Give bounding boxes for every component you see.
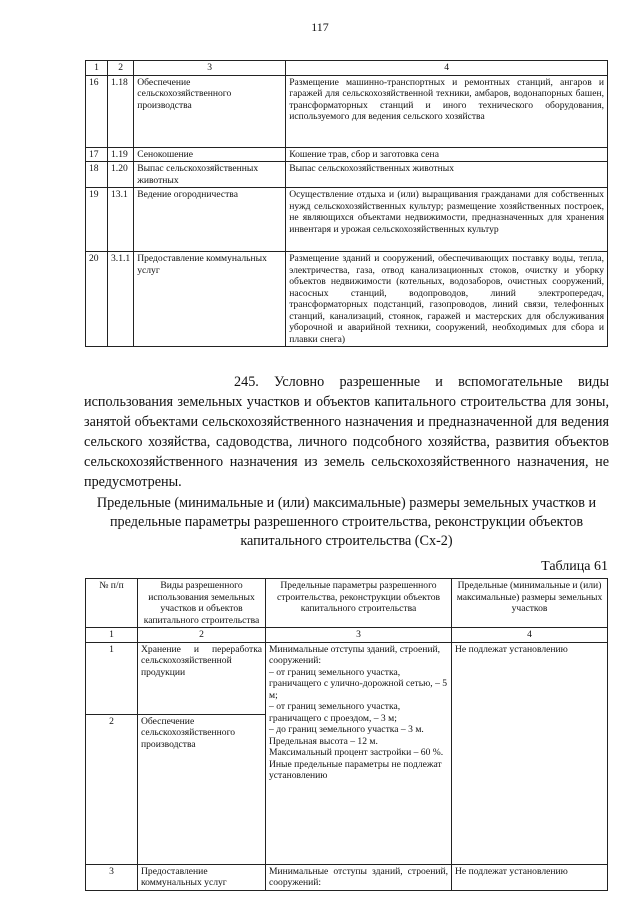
column-number: 1 <box>86 628 138 643</box>
param-line: – от границ земельного участка, граничащего с улично-дорожной сетью, – 5 м; <box>269 666 448 701</box>
row-name: Предоставление коммунальных услуг <box>134 252 286 347</box>
table-header-row <box>86 579 608 628</box>
param-line: Предельная высота – 12 м. <box>269 735 378 747</box>
table-row <box>86 162 608 188</box>
row-parameters: Минимальные отступы зданий, строений, сооружений: <box>266 864 452 890</box>
parameters-table <box>85 578 608 891</box>
row-number: 1 <box>86 642 138 714</box>
param-line: Максимальный процент застройки – 60 %. <box>269 747 444 758</box>
row-description: Размещение машинно-транспортных и ремонтных станций, ангаров и гаражей для сельскохозяйственной техники, амбаров, водонапорных башен, трансформаторных станций и иного технического оборудования, используемого для ведения сельского хозяйства <box>286 75 608 147</box>
table-caption: Таблица 61 <box>541 559 608 574</box>
column-number: 2 <box>138 628 266 643</box>
row-name: Хранение и переработка сельскохозяйственной продукции <box>138 642 266 714</box>
column-number: 3 <box>266 628 452 643</box>
table-row <box>86 75 608 147</box>
row-code: 1.18 <box>108 75 134 147</box>
row-description: Размещение зданий и сооружений, обеспечивающих поставку воды, тепла, электричества, газа, отвод канализационных стоков, очистку и уборку объектов недвижимости (котельных, водозаборов, очистных сооружений, насосных станций, водопроводов, линий электропередач, трансформаторных подстанций, газопроводов, линий связи, телефонных станций, канализаций, стоянок, гаражей и мастерских для обслуживания уборочной и аварийной техники, сооружений, необходимых для сбора и плавки снега) <box>286 252 608 347</box>
row-name: Выпас сельскохозяйственных животных <box>134 162 286 188</box>
row-number: 19 <box>86 188 108 252</box>
header-cell: 4 <box>286 61 608 76</box>
paragraph-245: 245. Условно разрешенные и вспомогательные виды использования земельных участков и объектов капитального строительства для зоны, занятой объектами сельскохозяйственного назначения и предназначенной для ведения сельского хозяйства, садоводства, личного подсобного хозяйства, развития объектов сельскохозяйственного назначения из земель сельскохозяйственного назначения, не предусмотрены. <box>84 374 609 490</box>
row-code: 1.19 <box>108 147 134 162</box>
row-description: Кошение трав, сбор и заготовка сена <box>286 147 608 162</box>
table-row <box>86 642 608 714</box>
table-row <box>86 864 608 890</box>
row-code: 13.1 <box>108 188 134 252</box>
row-name: Ведение огородничества <box>134 188 286 252</box>
header-cell: Предельные (минимальные и (или) максимальные) размеры земельных участков <box>452 579 608 628</box>
row-sizes: Не подлежат установлению <box>452 642 608 864</box>
header-cell: Виды разрешенного использования земельных участков и объектов капитального строительства <box>138 579 266 628</box>
param-line: Иные предельные параметры не подлежат установлению <box>269 758 442 781</box>
row-description: Выпас сельскохозяйственных животных <box>286 162 608 188</box>
table-row <box>86 188 608 252</box>
column-number: 4 <box>452 628 608 643</box>
table-row <box>86 147 608 162</box>
param-line: Минимальные отступы зданий, строений, сооружений: <box>269 643 441 666</box>
row-number: 16 <box>86 75 108 147</box>
row-number: 2 <box>86 714 138 864</box>
row-code: 3.1.1 <box>108 252 134 347</box>
header-cell: № п/п <box>86 579 138 628</box>
row-name: Обеспечение сельскохозяйственного производства <box>134 75 286 147</box>
row-number: 3 <box>86 864 138 890</box>
row-number: 18 <box>86 162 108 188</box>
param-line: – до границ земельного участка – 3 м. <box>269 724 424 735</box>
header-cell: 2 <box>108 61 134 76</box>
row-code: 1.20 <box>108 162 134 188</box>
header-cell: Предельные параметры разрешенного строительства, реконструкции объектов капитального строительства <box>266 579 452 628</box>
row-sizes: Не подлежат установлению <box>452 864 608 890</box>
section-heading: Предельные (минимальные и (или) максимальные) размеры земельных участков и предельные параметры разрешенного строительства, реконструкции объектов капитального строительства (Сх-2) <box>96 495 597 549</box>
row-number: 17 <box>86 147 108 162</box>
table-header-row <box>86 61 608 76</box>
row-description: Осуществление отдыха и (или) выращивания гражданами для собственных нужд сельскохозяйственных культур; размещение хозяйственных построек, не являющихся объектами недвижимости, предназначенных для хранения инвентаря и урожая сельскохозяйственных культур <box>286 188 608 252</box>
land-use-table-continued <box>85 60 608 347</box>
column-numbers-row <box>86 628 608 643</box>
param-line: – от границ земельного участка, граничащего с проездом, – 3 м; <box>269 701 401 724</box>
row-name: Обеспечение сельскохозяйственного производства <box>138 714 266 864</box>
table-row <box>86 252 608 347</box>
row-name: Сенокошение <box>134 147 286 162</box>
row-name: Предоставление коммунальных услуг <box>138 864 266 890</box>
page-number: 117 <box>311 20 329 34</box>
header-cell: 1 <box>86 61 108 76</box>
header-cell: 3 <box>134 61 286 76</box>
row-number: 20 <box>86 252 108 347</box>
row-parameters <box>266 642 452 864</box>
